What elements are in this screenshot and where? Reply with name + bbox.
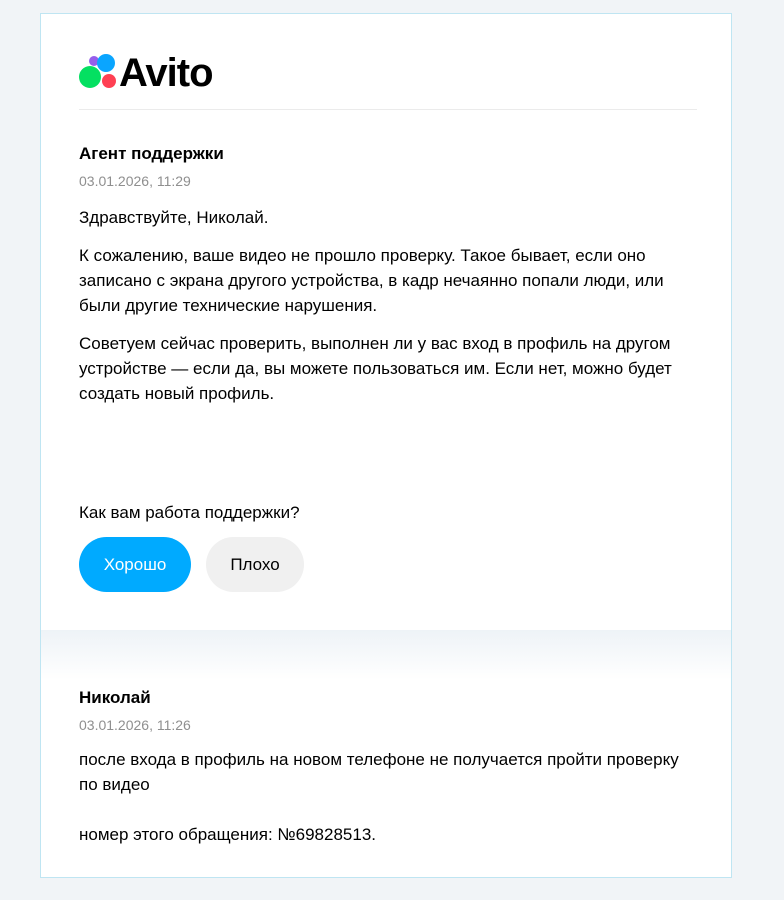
message-author: Агент поддержки <box>79 144 224 163</box>
support-rating <box>79 500 304 592</box>
message-card <box>40 13 732 878</box>
brand-name: Avito <box>119 51 213 95</box>
rate-bad-button[interactable]: Плохо <box>206 537 304 592</box>
message-paragraph: К сожалению, ваше видео не прошло проверку. Такое бывает, если оно записано с экрана другого устройства, в кадр нечаянно попали люди, или были другие технические нарушения. <box>79 246 664 315</box>
avito-logo-icon <box>79 53 119 93</box>
message-time: 03.01.2026, 11:26 <box>79 717 191 733</box>
message-author: Николай <box>79 688 151 707</box>
user-message <box>79 688 701 847</box>
message-separator <box>41 630 731 680</box>
divider <box>79 109 697 110</box>
message-paragraph: Советуем сейчас проверить, выполнен ли у вас вход в профиль на другом устройстве — если да, вы можете пользоваться им. Если нет, можно будет создать новый профиль. <box>79 334 672 403</box>
avito-logo <box>79 53 213 93</box>
message-paragraph: после входа в профиль на новом телефоне не получается пройти проверку по видео <box>79 750 679 794</box>
rating-buttons <box>79 537 304 592</box>
message-paragraph: Здравствуйте, Николай. <box>79 208 269 227</box>
rate-good-button[interactable]: Хорошо <box>79 537 191 592</box>
message-time: 03.01.2026, 11:29 <box>79 173 191 189</box>
rating-question: Как вам работа поддержки? <box>79 503 300 522</box>
support-message <box>79 144 701 419</box>
message-paragraph: номер этого обращения: №69828513. <box>79 825 377 844</box>
